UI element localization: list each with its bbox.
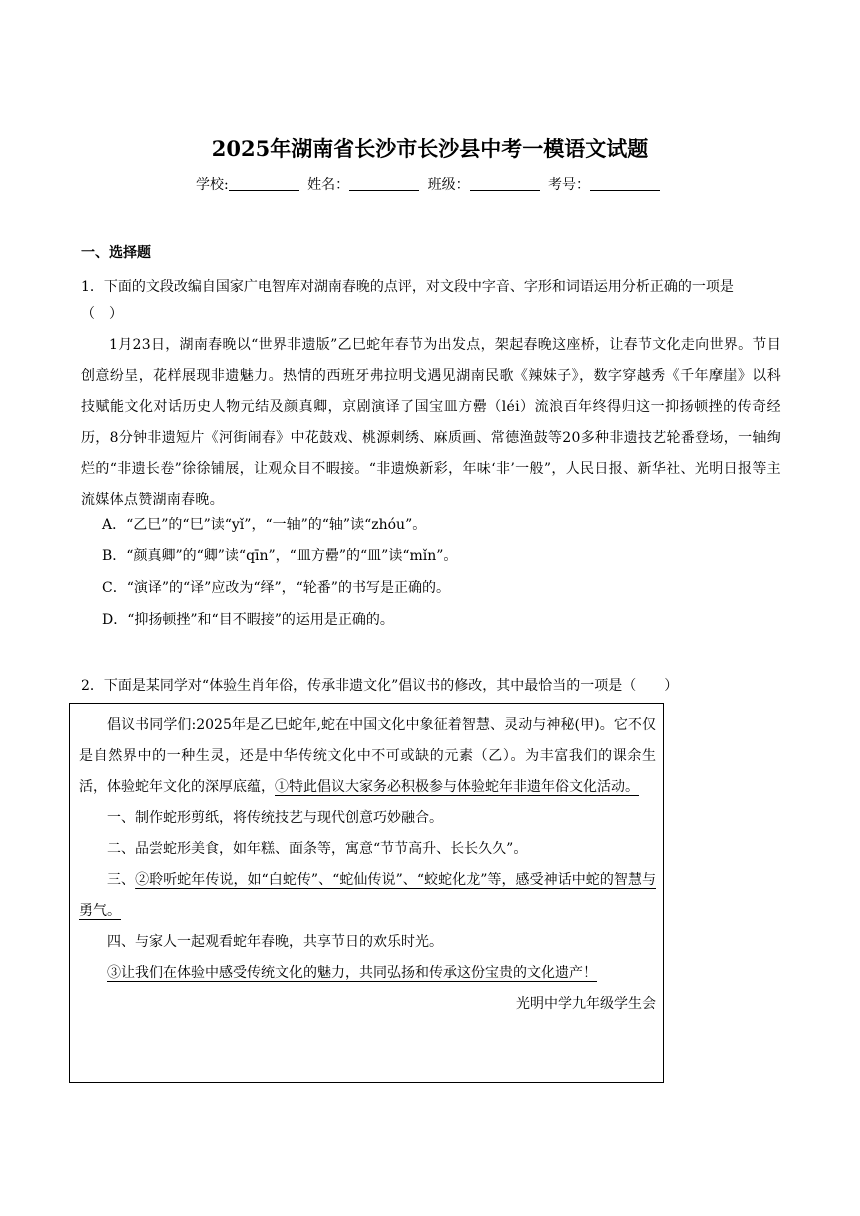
option-a: A．“乙巳”的“巳”读“yǐ”，“一轴”的“轴”读“zhóu”。: [102, 517, 427, 533]
proposal-intro: [79, 710, 656, 803]
option-d: D．“抑扬顿挫”和“目不暇接”的运用是正确的。: [102, 612, 394, 628]
class-label: 班级：: [427, 177, 470, 193]
proposal-item-3-prefix: 三、: [107, 872, 136, 888]
proposal-intro-text: 倡议书同学们:2025年是乙巳蛇年,蛇在中国文化中象征着智慧、灵动与神秘(甲)。它不仅是自然界中的一种生灵，还是中华传统文化中不可或缺的元素（乙）。为丰富我们的课余生活，体验蛇年文化的深厚底蕴，: [79, 717, 656, 795]
question-1-stem: 1．下面的文段改编自国家广电智库对湖南春晚的点评，对文段中字音、字形和词语运用分析正确的一项是: [81, 279, 734, 295]
student-info-line: [0, 174, 860, 194]
proposal-item-1: 一、制作蛇形剪纸，将传统技艺与现代创意巧妙融合。: [107, 810, 443, 826]
proposal-text: [79, 710, 656, 1020]
class-blank: [470, 176, 540, 191]
section-title: 一、选择题: [81, 245, 151, 261]
proposal-box: [69, 703, 664, 1083]
question-2-stem: 2．下面是某同学对“体验生肖年俗，传承非遗文化”倡议书的修改，其中最恰当的一项是（ ）: [81, 678, 679, 694]
school-blank: [229, 176, 299, 191]
option-b: B．“颜真卿”的“卿”读“qīn”，“皿方罍”的“皿”读“mǐn”。: [102, 548, 458, 564]
proposal-item-3: [79, 865, 656, 927]
school-label: 学校:: [195, 177, 229, 193]
underlined-sentence-2: ②聆听蛇年传说，如“白蛇传”、“蛇仙传说”、“蛟蛇化龙”等，感受神话中蛇的智慧与勇气。: [79, 872, 656, 919]
question-1-answer-paren: （ ）: [81, 306, 123, 322]
underlined-sentence-3: ③让我们在体验中感受传统文化的魅力，共同弘扬和传承这份宝贵的文化遗产！: [107, 965, 597, 981]
underlined-sentence-1: ①特此倡议大家务必积极参与体验蛇年非遗年俗文化活动。: [275, 779, 639, 795]
option-c: C．“演译”的“译”应改为“绎”，“轮番”的书写是正确的。: [102, 580, 450, 596]
proposal-item-2: 二、品尝蛇形美食，如年糕、面条等，寓意“节节高升、长长久久”。: [107, 841, 528, 857]
exam-number-label: 考号：: [548, 177, 591, 193]
name-label: 姓名：: [307, 177, 350, 193]
proposal-signature: 光明中学九年级学生会: [516, 996, 656, 1012]
question-1-passage: 1月23日，湖南春晚以“世界非遗版”乙巳蛇年春节为出发点，架起春晚这座桥，让春节文化走向世界。节目创意纷呈，花样展现非遗魅力。热情的西班牙弗拉明戈遇见湖南民歌《辣妹子》，数字穿越秀《千年摩崖》以科技赋能文化对话历史人物元结及颜真卿，京剧演译了国宝皿方罍（léi）流浪百年终得归这一抑扬顿挫的传奇经历，8分钟非遗短片《河街闹春》中花鼓戏、桃源刺绣、麻质画、常德渔鼓等20多种非遗技艺轮番登场，一轴绚烂的“非遗长卷”徐徐铺展，让观众目不暇接。“非遗焕新彩，年味‘非’一般”，人民日报、新华社、光明日报等主流媒体点赞湖南春晚。: [81, 337, 781, 508]
proposal-item-4: 四、与家人一起观看蛇年春晚，共享节日的欢乐时光。: [107, 934, 443, 950]
exam-number-blank: [590, 176, 660, 191]
page-title: 2025年湖南省长沙市长沙县中考一模语文试题: [211, 136, 649, 161]
name-blank: [349, 176, 419, 191]
proposal-closing: [79, 958, 656, 989]
